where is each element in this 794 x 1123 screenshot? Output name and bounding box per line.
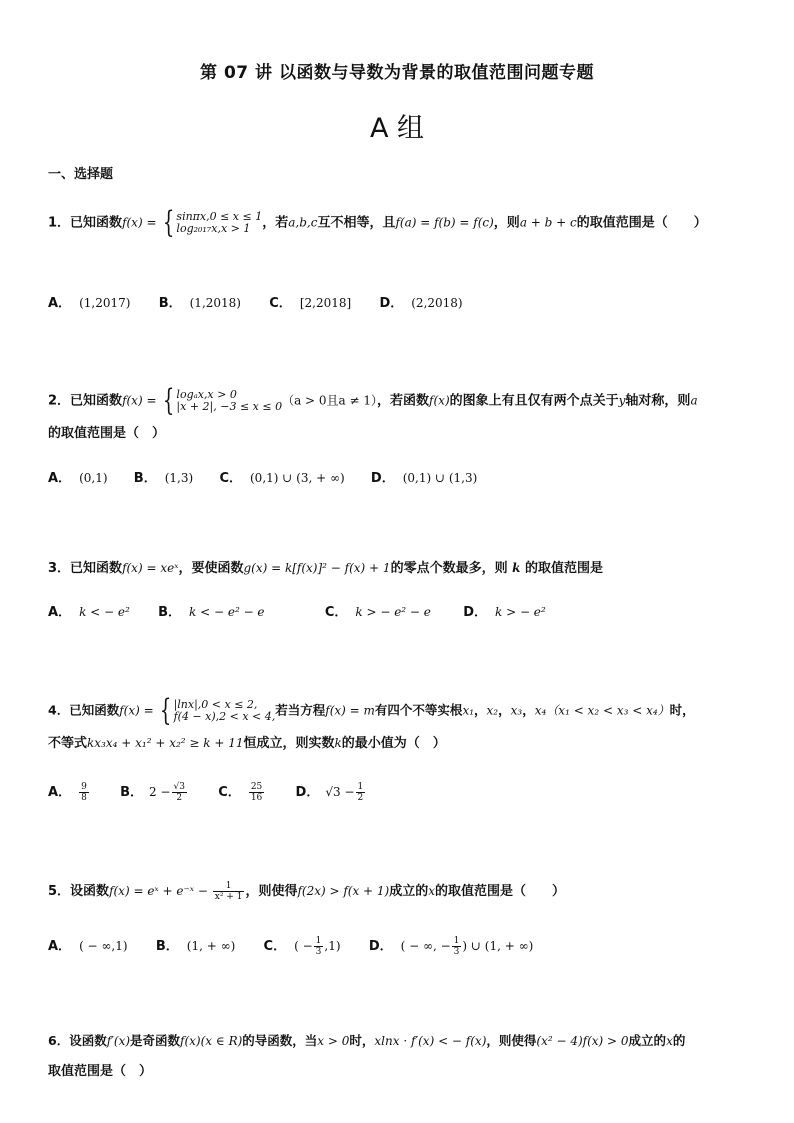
option-value: k < − e² − e xyxy=(189,605,265,619)
section-heading: 一、选择题 xyxy=(48,167,114,182)
option-value: k > − e² xyxy=(494,605,546,619)
question-6-continued xyxy=(48,1063,152,1081)
option-fraction xyxy=(356,782,366,803)
question-text: ，则使得 xyxy=(245,884,298,899)
question-1 xyxy=(48,205,707,240)
option-label: A． xyxy=(48,471,72,486)
options-2 xyxy=(48,469,477,488)
question-text: 时， xyxy=(349,1033,375,1048)
option-prefix: ( − xyxy=(294,939,313,953)
option-fraction xyxy=(314,936,324,957)
math-expression: f(x)(x ∈ R) xyxy=(180,1034,243,1048)
numerator: 25 xyxy=(250,782,263,792)
math-expression: f(x) xyxy=(429,393,450,408)
question-text: 恒成立，则实数 xyxy=(243,736,335,751)
question-number: 6． xyxy=(48,1033,70,1048)
math-expression: a + b + c xyxy=(519,215,577,230)
question-text: 已知函数 xyxy=(70,561,123,576)
options-1 xyxy=(48,294,463,313)
brace-symbol: { xyxy=(163,205,175,240)
question-text: ，要使函数 xyxy=(178,561,244,576)
option-prefix: ( − ∞, − xyxy=(400,939,451,953)
math-expression: x₄ xyxy=(534,703,547,718)
question-text: 有四个不等实根 xyxy=(374,702,463,718)
question-number: 5． xyxy=(48,884,71,899)
math-expression: y xyxy=(618,393,626,408)
math-expression: f(x) = xyxy=(119,703,158,718)
math-expression: f(2x) > f(x + 1) xyxy=(297,884,390,898)
denominator: x² + 1 xyxy=(214,892,243,902)
math-fraction xyxy=(213,881,245,902)
case-2: |x + 2|, −3 ≤ x ≤ 0 xyxy=(176,400,283,413)
option-label: C． xyxy=(219,471,242,486)
options-5 xyxy=(48,936,533,957)
option-prefix: 2 − xyxy=(149,785,171,799)
option-label: C． xyxy=(218,785,241,800)
question-text: ，若 xyxy=(262,215,289,231)
question-text: 已知函数 xyxy=(70,393,123,409)
math-expression: f(x) = eˣ + e⁻ˣ − xyxy=(109,884,212,898)
question-2-continued xyxy=(48,425,165,443)
question-text: 若当方程 xyxy=(275,702,326,718)
option-value: (0,1) ∪ (1,3) xyxy=(402,471,478,485)
math-condition: （a > 0且a ≠ 1） xyxy=(282,393,378,408)
question-number: 3． xyxy=(48,561,71,576)
question-text: 是奇函数 xyxy=(130,1033,181,1048)
question-text: 的取值范围是（ ） xyxy=(48,426,166,441)
question-text: 时， xyxy=(669,702,695,718)
math-expression: k xyxy=(334,736,342,750)
option-suffix: ,1) xyxy=(324,939,341,953)
piecewise-cases xyxy=(176,211,262,235)
math-expression: kx₃x₄ + x₁² + x₂² ≥ k + 11 xyxy=(87,736,244,750)
option-value: ( − ∞,1) xyxy=(79,939,128,953)
question-text: 的图象上有且仅有两个点关于 xyxy=(449,393,619,409)
option-label: D． xyxy=(368,939,393,954)
numerator: 1 xyxy=(357,782,364,792)
denominator: 3 xyxy=(453,947,460,957)
math-expression: x xyxy=(666,1034,673,1048)
option-value: (1,2017) xyxy=(79,296,131,310)
math-expression: x xyxy=(428,884,436,898)
numerator: √3 xyxy=(173,782,185,792)
question-text: ，则 xyxy=(493,215,520,231)
math-expression: x₂ xyxy=(486,703,499,718)
denominator: 16 xyxy=(250,793,263,803)
question-text: 的最小值为（ ） xyxy=(341,736,446,751)
option-label: A． xyxy=(48,785,72,800)
options-4 xyxy=(48,782,366,803)
question-text: 设函数 xyxy=(69,1033,107,1048)
numerator: 1 xyxy=(213,881,245,892)
option-label: C． xyxy=(263,939,287,954)
option-value: (1, + ∞) xyxy=(186,939,236,953)
question-text: 成立的 xyxy=(628,1033,667,1048)
question-text: 成立的 xyxy=(389,884,429,899)
question-2 xyxy=(48,383,698,418)
denominator: 2 xyxy=(176,793,183,803)
math-expression: x₁ xyxy=(462,703,475,718)
option-label: B． xyxy=(133,471,157,486)
option-value: (2,2018) xyxy=(411,296,463,310)
denominator: 2 xyxy=(357,793,364,803)
option-label: A． xyxy=(48,296,72,311)
question-text: 取值范围是（ ） xyxy=(48,1064,153,1079)
math-expression: g(x) = k[f(x)]² − f(x) + 1 xyxy=(243,561,391,575)
question-text: 的导函数，当 xyxy=(242,1033,318,1048)
case-1: |lnx|,0 < x ≤ 2, xyxy=(173,698,258,711)
numerator: 1 xyxy=(453,936,460,946)
option-value: (0,1) ∪ (3, + ∞) xyxy=(250,471,345,485)
math-expression: f′(x) xyxy=(106,1034,131,1048)
option-fraction xyxy=(172,782,187,803)
math-expression: a,b,c xyxy=(288,215,318,230)
question-text: 互不相等，且 xyxy=(317,215,396,231)
math-expression: xlnx · f′(x) < − f(x) xyxy=(374,1034,487,1048)
denominator: 8 xyxy=(81,793,87,803)
option-fraction xyxy=(249,782,264,803)
option-label: D． xyxy=(463,605,487,620)
math-expression: f(a) = f(b) = f(c) xyxy=(395,215,494,230)
brace-symbol: { xyxy=(163,383,175,418)
math-condition: （x₁ < x₂ < x₃ < x₄） xyxy=(546,703,670,718)
question-text: 的取值范围是 xyxy=(520,561,603,576)
math-expression: (x² − 4)f(x) > 0 xyxy=(536,1034,629,1048)
piecewise-cases xyxy=(176,389,282,413)
question-text: ，则使得 xyxy=(486,1033,537,1048)
denominator: 3 xyxy=(315,947,322,957)
option-suffix: ) ∪ (1, + ∞) xyxy=(462,939,534,953)
option-label: D． xyxy=(295,785,320,800)
math-expression: a xyxy=(690,393,698,408)
brace-symbol: { xyxy=(160,693,172,728)
question-text: 已知函数 xyxy=(69,702,120,718)
option-label: B． xyxy=(158,296,182,311)
option-value: (1,2018) xyxy=(189,296,241,310)
option-label: B． xyxy=(120,785,143,800)
group-title: A 组 xyxy=(369,113,425,144)
question-number: 2． xyxy=(48,393,71,409)
question-text: 的零点个数最多，则 xyxy=(390,561,513,576)
math-expression: x > 0 xyxy=(317,1034,350,1048)
option-label: A． xyxy=(48,605,72,620)
option-value: (0,1) xyxy=(79,471,108,485)
question-text: 不等式 xyxy=(48,736,88,751)
question-text: 的取值范围是（ ） xyxy=(576,215,707,231)
math-expression: x₃ xyxy=(510,703,523,718)
question-6 xyxy=(48,1032,685,1050)
math-expression: f(x) = xeˣ xyxy=(122,561,179,575)
option-fraction xyxy=(79,782,89,803)
question-text: 设函数 xyxy=(70,884,110,899)
question-5 xyxy=(48,881,565,902)
case-1: sinπx,0 ≤ x ≤ 1 xyxy=(176,210,263,223)
piecewise-cases xyxy=(174,699,276,723)
option-label: A． xyxy=(48,939,72,954)
numerator: 1 xyxy=(315,936,322,946)
option-label: D． xyxy=(379,296,404,311)
question-4: 4．已知函数f(x) = { |lnx|,0 < x ≤ 2, f(4 − x),2 < x < 4, 若当方程f(x) = m有四个不等实根x₁，x₂，x₃，x₄（x₁ < x₂ < x₃ < x₄）时， xyxy=(48,693,695,728)
question-text: ，若函数 xyxy=(377,393,430,409)
question-4-continued xyxy=(48,734,446,753)
option-value: (1,3) xyxy=(164,471,194,485)
question-text: 的取值范围是（ ） xyxy=(435,884,566,899)
math-expression: k xyxy=(512,561,521,575)
option-label: B． xyxy=(155,939,179,954)
options-3 xyxy=(48,603,546,622)
option-prefix: √3 − xyxy=(325,785,355,799)
numerator: 9 xyxy=(81,782,87,792)
question-number: 1． xyxy=(48,215,71,231)
option-label: C． xyxy=(324,605,348,620)
case-1: logₐx,x > 0 xyxy=(176,388,237,401)
option-label: B． xyxy=(158,605,182,620)
document-title: 第 07 讲 以函数与导数为背景的取值范围问题专题 xyxy=(200,63,594,83)
question-3 xyxy=(48,559,603,578)
option-value: k < − e² xyxy=(79,605,130,619)
option-label: D． xyxy=(370,471,395,486)
math-expression: f(x) = xyxy=(122,393,161,408)
question-text: 轴对称，则 xyxy=(625,393,691,409)
option-fraction xyxy=(452,936,462,957)
question-number: 4． xyxy=(48,702,70,718)
case-2: f(4 − x),2 < x < 4, xyxy=(173,710,276,723)
option-value: [2,2018] xyxy=(299,296,352,310)
question-text: 的 xyxy=(672,1033,686,1048)
math-expression: f(x) = m xyxy=(325,703,375,718)
case-2: log₂₀₁₇x,x > 1 xyxy=(176,222,251,235)
question-text: 已知函数 xyxy=(70,215,123,231)
option-value: k > − e² − e xyxy=(355,605,431,619)
option-label: C． xyxy=(269,296,292,311)
math-expression: f(x) = xyxy=(122,215,161,230)
